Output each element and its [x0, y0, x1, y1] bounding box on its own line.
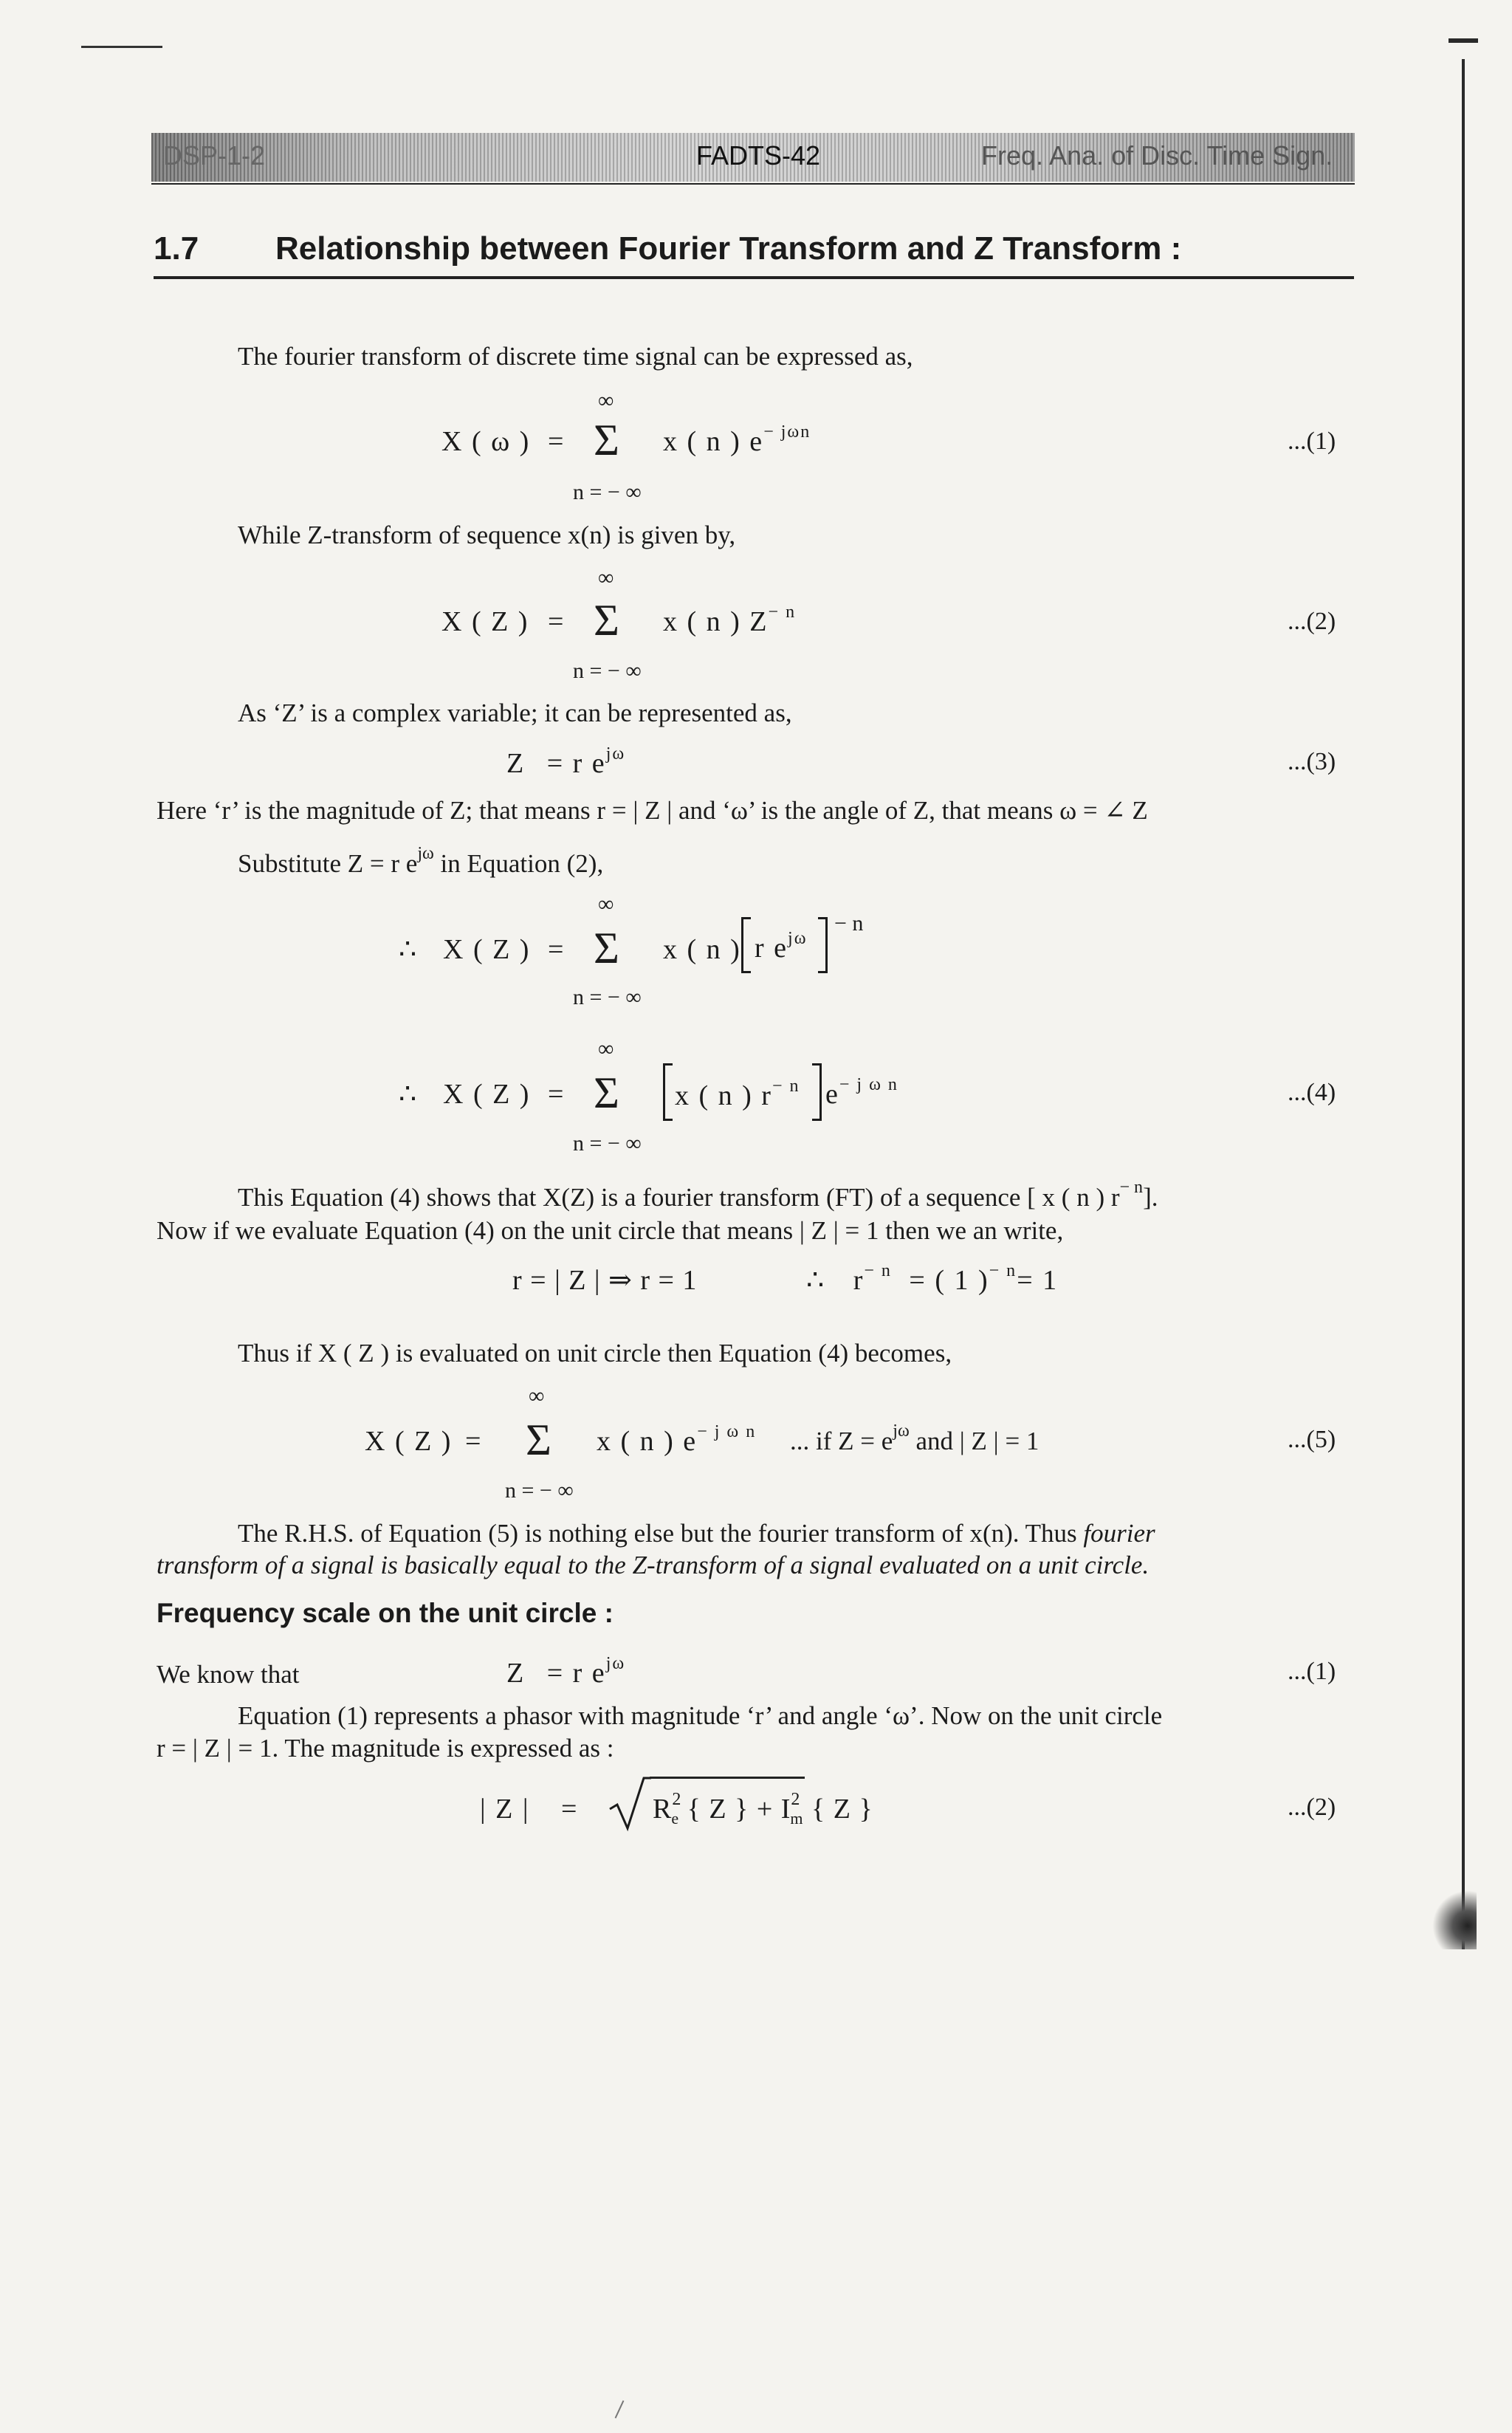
f2-rhs-b-sq: 2: [791, 1790, 801, 1809]
eq4a-upper-limit: ∞: [598, 892, 614, 916]
eq5-lhs: X ( Z ): [365, 1426, 453, 1457]
f1: [506, 1654, 626, 1689]
paragraph-5: [238, 844, 604, 879]
eq3-exponent: jω: [605, 744, 626, 763]
unit-circle-result: = 1: [1017, 1265, 1059, 1296]
paragraph-10: transform of a signal is basically equal to the Z-transform of a signal evaluated on a unit circle.: [157, 1551, 1150, 1579]
eq2-equals: =: [548, 606, 566, 637]
paragraph-8: Thus if X ( Z ) is evaluated on unit circle then Equation (4) becomes,: [238, 1339, 952, 1368]
eq4-tail: [825, 1075, 898, 1111]
f2-rhs-a-sub: e: [671, 1809, 680, 1828]
right-margin-tick: [1449, 38, 1478, 43]
eq1-exponent: − jωn: [763, 422, 811, 442]
eq4a-inner-text: r e: [755, 933, 788, 964]
paragraph-6-a: This Equation (4) shows that X(Z) is a fourier transform (FT) of a sequence [ x ( n ) r: [238, 1183, 1120, 1212]
eq5-exponent: − j ω n: [697, 1422, 757, 1441]
unit-circle-one-exp: − n: [989, 1261, 1017, 1280]
paragraph-9: [238, 1519, 1155, 1548]
section-underline: [154, 276, 1354, 279]
eq2-lhs: X ( Z ): [441, 606, 529, 637]
header-left-tag: DSP-1-2: [163, 140, 266, 171]
eq4-lhs: X ( Z ): [443, 1079, 531, 1110]
binding-shadow: [1432, 1890, 1477, 1949]
eq2-body-text: x ( n ) Z: [663, 606, 769, 637]
f2-equals: =: [561, 1794, 579, 1825]
eq4a-body: x ( n ): [663, 934, 741, 965]
eq4a-inner: [755, 929, 808, 964]
section-number: 1.7: [154, 230, 199, 267]
paragraph-9-italic: fourier: [1083, 1519, 1155, 1548]
sqrt-symbol: [607, 1774, 651, 1833]
eq2-upper-limit: ∞: [598, 566, 614, 590]
paragraph-6-b: ].: [1143, 1183, 1158, 1212]
eq2-exponent: − n: [768, 603, 797, 622]
eq5-sigma: Σ: [526, 1415, 551, 1464]
eq1-body-text: x ( n ) e: [663, 426, 764, 457]
eq4a-exponent: − n: [834, 911, 864, 936]
eq5-lower-limit: n = − ∞: [505, 1478, 574, 1503]
eq5-upper-limit: ∞: [529, 1384, 545, 1408]
f2-rhs-c: { Z }: [811, 1794, 873, 1825]
f2-rhs-b-sub: m: [790, 1809, 804, 1828]
eq5-condition-a: ... if Z = e: [790, 1427, 893, 1455]
eq4-therefore: ∴: [399, 1079, 419, 1110]
eq4a-right-bracket: [818, 917, 828, 973]
unit-circle-one: = ( 1 ): [909, 1265, 989, 1296]
paragraph-1: The fourier transform of discrete time signal can be expressed as,: [238, 342, 913, 371]
eq5-body-text: x ( n ) e: [597, 1426, 698, 1457]
eq3-rhs: r e: [572, 748, 606, 779]
paragraph-5-b: in Equation (2),: [433, 849, 604, 878]
subheading: Frequency scale on the unit circle :: [157, 1598, 614, 1628]
eq1-lhs: X ( ω ): [441, 426, 531, 457]
eq1-upper-limit: ∞: [598, 388, 614, 413]
paragraph-12: Equation (1) represents a phasor with magnitude ‘r’ and angle ‘ω’. Now on the unit circle: [238, 1701, 1163, 1730]
paragraph-2: While Z-transform of sequence x(n) is given by,: [238, 521, 736, 549]
header-right-tag: Freq. Ana. of Disc. Time Sign.: [981, 140, 1333, 171]
eq3-equals: =: [546, 748, 565, 779]
eq4a-therefore: ∴: [399, 934, 419, 965]
eq1-body: [663, 422, 811, 458]
eq4a-left-bracket: [741, 917, 751, 973]
eq4-upper-limit: ∞: [598, 1037, 614, 1061]
header-underline: [151, 183, 1355, 185]
eq2-sigma: Σ: [594, 596, 619, 645]
f2-rhs: [653, 1790, 873, 1828]
f1-equals: =: [546, 1658, 565, 1689]
eq4-equals: =: [548, 1079, 566, 1110]
eq4-left-bracket: [663, 1063, 673, 1121]
top-left-rule: [81, 46, 162, 48]
unit-circle-therefore: ∴: [806, 1265, 826, 1296]
section-heading: [154, 230, 1182, 267]
f1-lhs: Z: [506, 1658, 526, 1689]
running-header: [151, 133, 1355, 182]
eq4-number: ...(4): [1288, 1079, 1336, 1106]
paragraph-5-exp: jω: [417, 844, 434, 863]
eq4-sigma: Σ: [594, 1068, 619, 1117]
f2-rhs-a: R: [653, 1794, 673, 1825]
f1-rhs: r e: [572, 1658, 606, 1689]
f1-exponent: jω: [605, 1654, 626, 1673]
paragraph-4: Here ‘r’ is the magnitude of Z; that means r = | Z | and ‘ω’ is the angle of Z, that means ω = ∠ Z: [157, 796, 1148, 825]
paragraph-13: r = | Z | = 1. The magnitude is expressed as :: [157, 1734, 614, 1763]
eq4-body-text: x ( n ) r: [675, 1080, 772, 1111]
f2-rhs-a-sq: 2: [672, 1790, 682, 1809]
eq1-number: ...(1): [1288, 428, 1336, 455]
f2-number: ...(2): [1288, 1794, 1336, 1821]
eq4a-inner-exp: jω: [788, 929, 808, 948]
eq3-number: ...(3): [1288, 748, 1336, 775]
eq4-lower-limit: n = − ∞: [573, 1131, 642, 1156]
unit-circle-a: r = | Z | ⇒ r = 1: [512, 1265, 698, 1296]
eq5-condition: [790, 1421, 1040, 1456]
eq4-inner-exp: − n: [772, 1077, 800, 1096]
paragraph-6: [238, 1178, 1158, 1212]
eq4-exponent: − j ω n: [839, 1075, 898, 1094]
unit-circle-r: r: [853, 1265, 865, 1296]
eq2-body: [663, 605, 796, 638]
paragraph-7: Now if we evaluate Equation (4) on the unit circle that means | Z | = 1 then we an write,: [157, 1216, 1064, 1245]
eq5-equals: =: [465, 1426, 483, 1457]
eq5-condition-b: and | Z | = 1: [909, 1427, 1040, 1455]
eq5-condition-exp: jω: [893, 1421, 910, 1441]
eq4-right-bracket: [812, 1063, 822, 1121]
unit-circle-r-exp: − n: [864, 1261, 892, 1280]
section-title: Relationship between Fourier Transform and Z Transform :: [275, 230, 1182, 267]
header-center: FADTS-42: [696, 140, 821, 171]
eq5-number: ...(5): [1288, 1426, 1336, 1453]
f2-rhs-b: { Z } + I: [687, 1794, 791, 1825]
paragraph-9-a: The R.H.S. of Equation (5) is nothing else but the fourier transform of x(n). Thus: [238, 1519, 1084, 1548]
eq1-equals: =: [548, 426, 566, 457]
eq1-lower-limit: n = − ∞: [573, 480, 642, 504]
eq1-sigma: Σ: [594, 416, 619, 464]
paragraph-5-a: Substitute Z = r e: [238, 849, 418, 878]
eq4a-lower-limit: n = − ∞: [573, 985, 642, 1009]
scan-mark: [615, 2401, 625, 2418]
eq4a-sigma: Σ: [594, 924, 619, 972]
sqrt-bar: [650, 1777, 805, 1779]
sqrt-icon: [607, 1774, 651, 1833]
unit-circle-b: [806, 1261, 1059, 1297]
eq4a-lhs: X ( Z ): [443, 934, 531, 965]
eq5-body: [597, 1422, 757, 1458]
f1-number: ...(1): [1288, 1658, 1336, 1685]
eq4-body: [675, 1077, 800, 1112]
eq3: [506, 744, 626, 780]
eq3-lhs: Z: [506, 748, 526, 779]
eq4a-equals: =: [548, 934, 566, 965]
paragraph-6-exp: − n: [1119, 1178, 1144, 1197]
right-margin-line: [1462, 59, 1465, 1949]
paragraph-3: As ‘Z’ is a complex variable; it can be represented as,: [238, 699, 792, 727]
eq2-lower-limit: n = − ∞: [573, 659, 642, 683]
eq4-tail-text: e: [825, 1079, 839, 1110]
eq2-number: ...(2): [1288, 608, 1336, 635]
f2-lhs: | Z |: [480, 1794, 530, 1825]
paragraph-11: We know that: [157, 1660, 300, 1689]
